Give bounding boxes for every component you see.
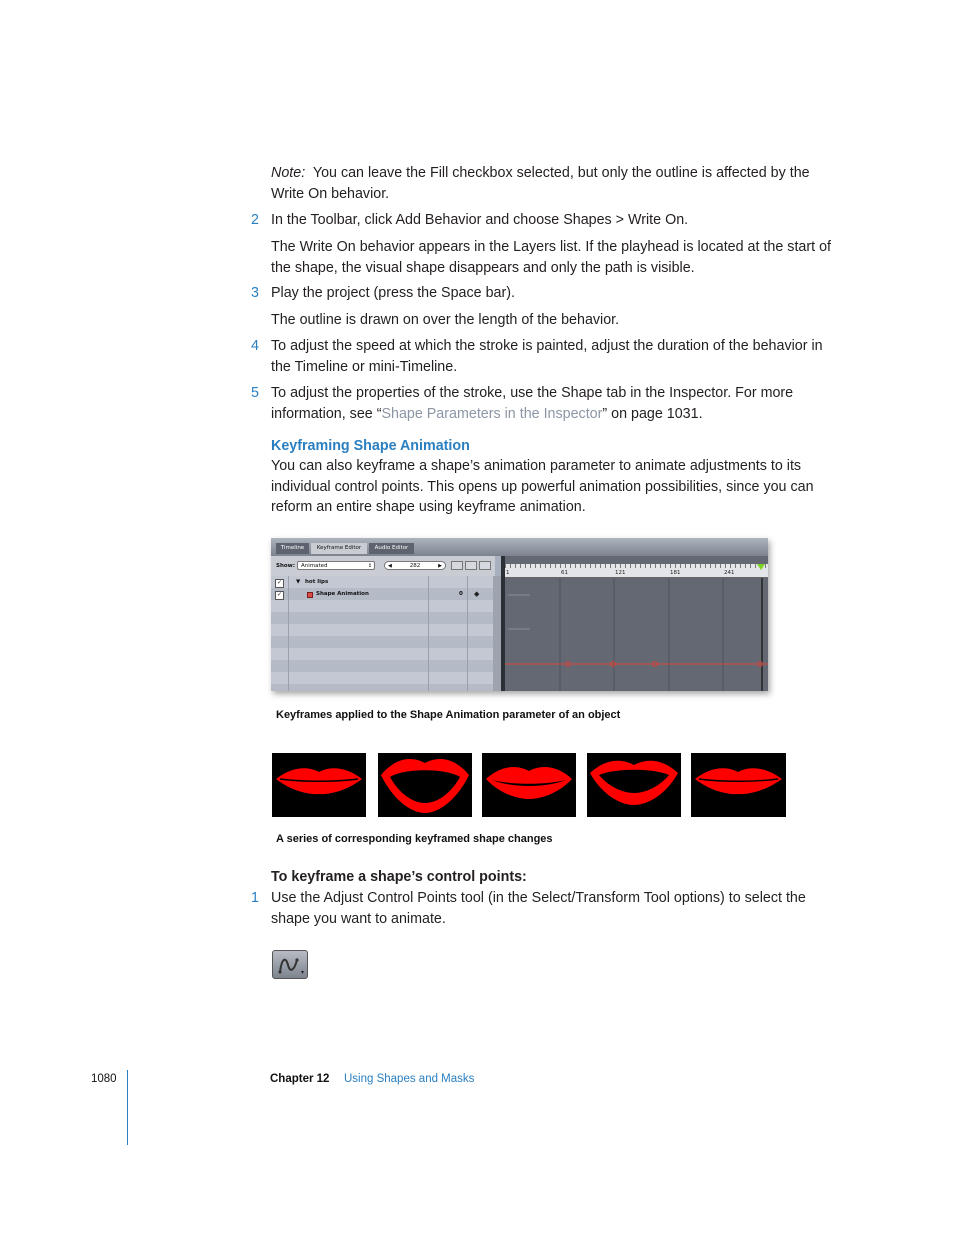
step-text	[271, 383, 831, 424]
pen-tool-button[interactable]	[465, 561, 477, 570]
step-text-prefix: To adjust the properties of the stroke, use the Shape tab in the Inspector. For more information, see “	[271, 385, 794, 422]
layer-checkbox[interactable]: ✓	[276, 579, 283, 586]
step-text-suffix: ” on page 1031.	[602, 405, 703, 422]
task-heading: To keyframe a shape’s control points:	[271, 869, 527, 885]
step-number: 2	[251, 212, 259, 228]
page-number: 1080	[91, 1073, 117, 1085]
fit-button[interactable]	[479, 561, 491, 570]
show-label: Show:	[276, 563, 295, 569]
step-number: 3	[251, 285, 259, 301]
step-number: 1	[251, 890, 259, 906]
chapter-title: Using Shapes and Masks	[344, 1073, 475, 1085]
tab-timeline[interactable]: Timeline	[276, 543, 309, 554]
frame-value: 282	[409, 563, 421, 569]
step-text: Play the project (press the Space bar).	[271, 285, 515, 301]
section-heading: Keyframing Shape Animation	[271, 438, 470, 454]
figure-caption: Keyframes applied to the Shape Animation parameter of an object	[276, 709, 621, 721]
right-arrow-icon: ▶	[438, 563, 442, 569]
step-number: 4	[251, 338, 259, 354]
curve-tool-icon	[273, 951, 307, 978]
show-select[interactable]	[297, 561, 375, 570]
lips-image	[691, 753, 786, 817]
ruler-label: 61	[561, 570, 568, 576]
lips-image	[378, 753, 472, 817]
show-select-value: Animated	[301, 563, 328, 569]
parameter-value: 0	[459, 591, 463, 597]
divider	[288, 576, 289, 691]
ruler-label: 121	[615, 570, 626, 576]
note-paragraph	[271, 163, 831, 204]
lips-image	[587, 753, 681, 817]
scrollbar[interactable]	[493, 576, 501, 691]
step-number: 5	[251, 385, 259, 401]
chapter-label: Chapter 12	[270, 1073, 330, 1085]
step-result: The Write On behavior appears in the Layers list. If the playhead is located at the start of the shape, the visual shape disappears and only the path is visible.	[271, 239, 832, 276]
footer-rule	[127, 1070, 128, 1145]
divider	[467, 576, 468, 691]
lips-frame-4	[587, 753, 681, 817]
lips-image	[482, 753, 576, 817]
curve-graph-svg	[505, 578, 768, 691]
note-label: Note:	[271, 165, 306, 181]
step-text: To adjust the speed at which the stroke is painted, adjust the duration of the behavior in the Timeline or mini-Timeline.	[271, 338, 823, 375]
step-text: Use the Adjust Control Points tool (in the Select/Transform Tool options) to select the shape you want to animate.	[271, 890, 806, 927]
lips-frame-2	[378, 753, 472, 817]
lips-image	[272, 753, 366, 817]
adjust-control-points-icon[interactable]	[272, 950, 308, 979]
chevron-updown-icon: ↕	[367, 563, 372, 569]
frame-field[interactable]	[384, 561, 446, 570]
figure-caption: A series of corresponding keyframed shape changes	[276, 833, 553, 845]
keyframe-editor-screenshot	[271, 538, 768, 691]
ruler-label: 181	[670, 570, 681, 576]
add-keyframe-button[interactable]	[451, 561, 463, 570]
keyframe-diamond-icon[interactable]: ◆	[474, 590, 480, 598]
left-arrow-icon: ◀	[388, 563, 392, 569]
section-paragraph: You can also keyframe a shape’s animation parameter to animate adjustments to its individual control points. This opens up powerful animation possibilities, since you can reform an entire shape using keyframe animation.	[271, 458, 814, 515]
tab-keyframe-editor[interactable]: Keyframe Editor	[311, 543, 367, 554]
ruler-label: 1	[506, 570, 510, 576]
disclosure-triangle-icon[interactable]: ▼	[296, 579, 301, 585]
divider	[428, 576, 429, 691]
layer-name: hot lips	[305, 579, 329, 585]
note-text: You can leave the Fill checkbox selected, but only the outline is affected by the Write On behavior.	[271, 165, 810, 202]
cross-reference-link[interactable]: Shape Parameters in the Inspector	[381, 405, 603, 422]
lips-frame-5	[691, 753, 786, 817]
parameter-color-swatch	[307, 592, 313, 598]
step-result: The outline is drawn on over the length of the behavior.	[271, 312, 620, 328]
step-text: In the Toolbar, click Add Behavior and choose Shapes > Write On.	[271, 212, 689, 228]
playhead-icon[interactable]	[757, 564, 765, 570]
lips-frame-1	[272, 753, 366, 817]
lips-frame-3	[482, 753, 576, 817]
parameter-checkbox[interactable]: ✓	[276, 591, 283, 598]
ruler-label: 241	[724, 570, 735, 576]
parameter-name: Shape Animation	[316, 591, 369, 597]
tab-audio-editor[interactable]: Audio Editor	[369, 543, 414, 554]
